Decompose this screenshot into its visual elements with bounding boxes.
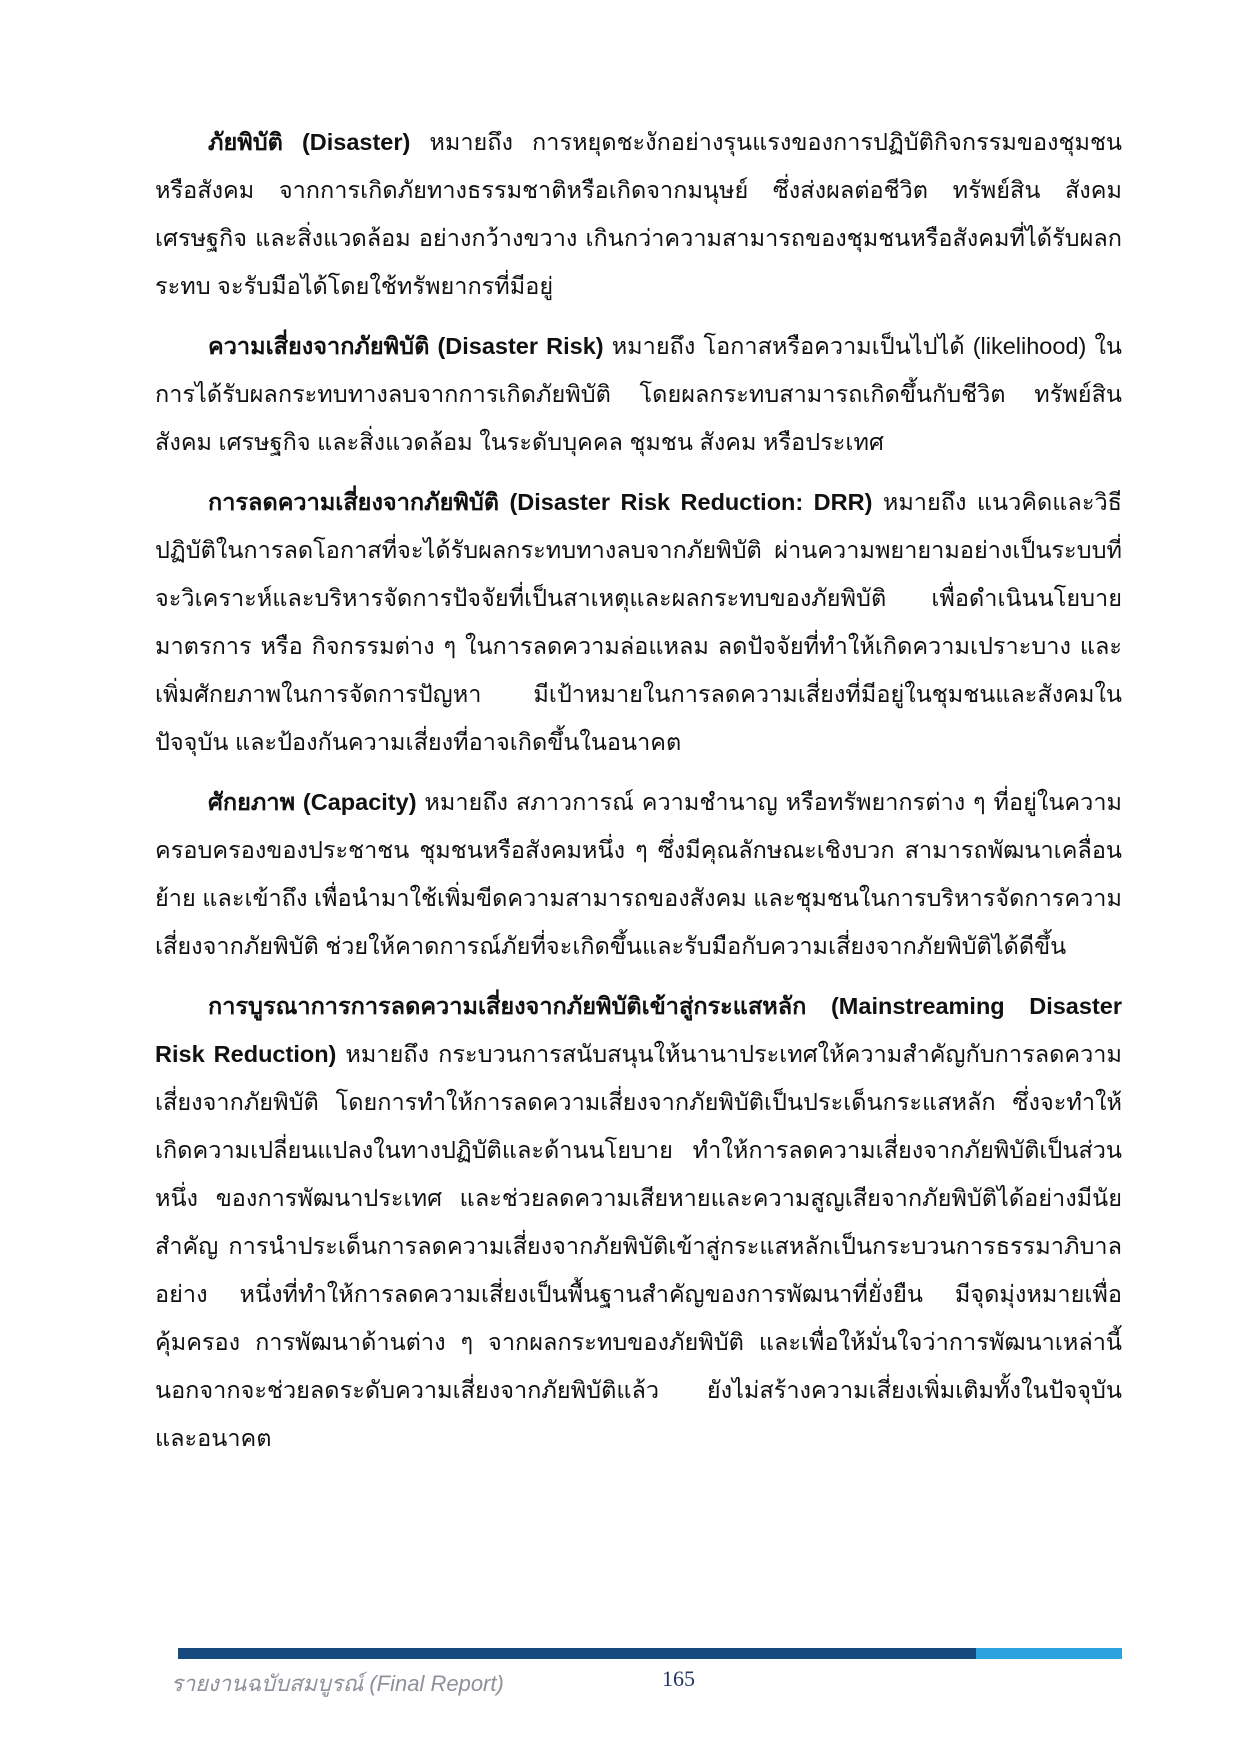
term-disaster: ภัยพิบัติ (Disaster) — [208, 129, 411, 155]
footer-divider-rule — [178, 1648, 1122, 1659]
paragraph-mainstreaming-drr-text: หมายถึง กระบวนการสนับสนุนให้นานาประเทศให้ความสำคัญกับการลดความเสี่ยงจากภัยพิบัติ โดยการทำให้การลดความเสี่ยงจากภัยพิบัติเป็นประเด็นกระแสหลัก ซึ่งจะทำให้เกิดความเปลี่ยนแปลงในทางปฏิบัติและด้านนโยบาย ทำให้การลดความเสี่ยงจากภัยพิบัติเป็นส่วนหนึ่ง ของการพัฒนาประเทศ และช่วยลดความเสียหายและความสูญเสียจากภัยพิบัติได้อย่างมีนัยสำคัญ การนำประเด็นการลดความเสี่ยงจากภัยพิบัติเข้าสู่กระแสหลักเป็นกระบวนการธรรมาภิบาลอย่าง หนึ่งที่ทำให้การลดความเสี่ยงเป็นพื้นฐานสำคัญของการพัฒนาที่ยั่งยืน มีจุดมุ่งหมายเพื่อคุ้มครอง การพัฒนาด้านต่าง ๆ จากผลกระทบของภัยพิบัติ และเพื่อให้มั่นใจว่าการพัฒนาเหล่านี้ นอกจากจะช่วยลดระดับความเสี่ยงจากภัยพิบัติแล้ว ยังไม่สร้างความเสี่ยงเพิ่มเติมทั้งในปัจจุบันและอนาคต — [155, 1041, 1122, 1451]
paragraph-disaster-text: หมายถึง การหยุดชะงักอย่างรุนแรงของการปฏิบัติกิจกรรมของชุมชนหรือสังคม จากการเกิดภัยทางธรรมชาติหรือเกิดจากมนุษย์ ซึ่งส่งผลต่อชีวิต ทรัพย์สิน สังคม เศรษฐกิจ และสิ่งแวดล้อม อย่างกว้างขวาง เกินกว่าความสามารถของชุมชนหรือสังคมที่ได้รับผลกระทบ จะรับมือได้โดยใช้ทรัพยากรที่มีอยู่ — [155, 129, 1122, 299]
paragraph-capacity-text: หมายถึง สภาวการณ์ ความชำนาญ หรือทรัพยากรต่าง ๆ ที่อยู่ในความครอบครองของประชาชน ชุมชนหรือสังคมหนึ่ง ๆ ซึ่งมีคุณลักษณะเชิงบวก สามารถพัฒนาเคลื่อนย้าย และเข้าถึง เพื่อนำมาใช้เพิ่มขีดความสามารถของสังคม และชุมชนในการบริหารจัดการความเสี่ยงจากภัยพิบัติ ช่วยให้คาดการณ์ภัยที่จะเกิดขึ้นและรับมือกับความเสี่ยงจากภัยพิบัติได้ดีขึ้น — [155, 789, 1122, 959]
footer-rule-light-segment — [976, 1648, 1122, 1659]
paragraph-disaster-risk-reduction — [155, 478, 1122, 766]
footer-rule-dark-segment — [178, 1648, 976, 1659]
paragraph-mainstreaming-drr — [155, 982, 1122, 1462]
term-disaster-risk: ความเสี่ยงจากภัยพิบัติ (Disaster Risk) — [208, 333, 604, 359]
paragraph-capacity — [155, 778, 1122, 970]
term-mainstreaming-drr: การบูรณาการการลดความเสี่ยงจากภัยพิบัติเข้าสู่กระแสหลัก (Mainstreaming Disaster Risk Reduction) — [155, 993, 1122, 1067]
term-capacity: ศักยภาพ (Capacity) — [208, 789, 417, 815]
document-body — [155, 118, 1122, 1474]
paragraph-disaster-risk-reduction-text: หมายถึง แนวคิดและวิธีปฏิบัติในการลดโอกาสที่จะได้รับผลกระทบทางลบจากภัยพิบัติ ผ่านความพยายามอย่างเป็นระบบที่จะวิเคราะห์และบริหารจัดการปัจจัยที่เป็นสาเหตุและผลกระทบของภัยพิบัติ เพื่อดำเนินนโยบาย มาตรการ หรือ กิจกรรมต่าง ๆ ในการลดความล่อแหลม ลดปัจจัยที่ทำให้เกิดความเปราะบาง และเพิ่มศักยภาพในการจัดการปัญหา มีเป้าหมายในการลดความเสี่ยงที่มีอยู่ในชุมชนและสังคมในปัจจุบัน และป้องกันความเสี่ยงที่อาจเกิดขึ้นในอนาคต — [155, 489, 1122, 755]
footer-row — [0, 1666, 1241, 1700]
footer-report-title: รายงานฉบับสมบูรณ์ (Final Report) — [171, 1671, 504, 1696]
paragraph-disaster — [155, 118, 1122, 310]
page-number: 165 — [662, 1666, 695, 1691]
term-disaster-risk-reduction: การลดความเสี่ยงจากภัยพิบัติ (Disaster Risk Reduction: DRR) — [208, 489, 873, 515]
paragraph-disaster-risk-text: หมายถึง โอกาสหรือความเป็นไปได้ (likelihood) ในการได้รับผลกระทบทางลบจากการเกิดภัยพิบัติ โดยผลกระทบสามารถเกิดขึ้นกับชีวิต ทรัพย์สิน สังคม เศรษฐกิจ และสิ่งแวดล้อม ในระดับบุคคล ชุมชน สังคม หรือประเทศ — [155, 333, 1122, 455]
paragraph-disaster-risk — [155, 322, 1122, 466]
